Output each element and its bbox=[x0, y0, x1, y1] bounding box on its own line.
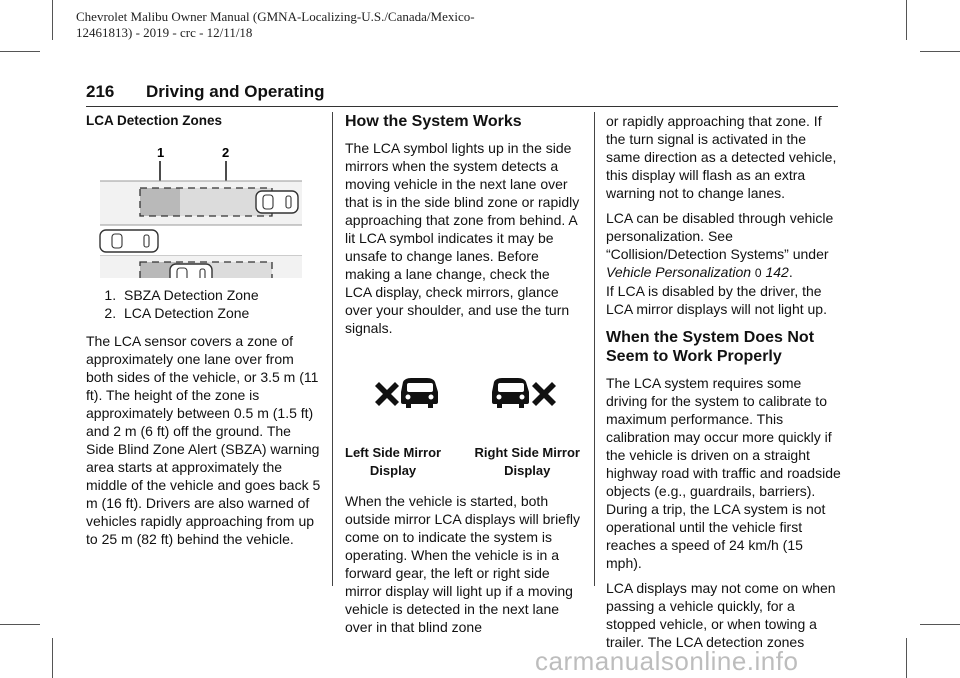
section-title: Driving and Operating bbox=[146, 82, 325, 101]
crop-mark bbox=[906, 638, 907, 678]
crop-mark bbox=[0, 624, 40, 625]
left-mirror-label bbox=[345, 444, 441, 480]
disable-paragraph bbox=[606, 209, 842, 282]
watermark: carmanualsonline.info bbox=[535, 646, 799, 676]
left-mirror-lca-icon bbox=[373, 374, 443, 424]
figure-legend bbox=[86, 286, 322, 322]
callout-2: 2 bbox=[222, 145, 230, 160]
vehicle-personalization-link[interactable]: Vehicle Personalization bbox=[606, 264, 752, 280]
page-ref-arrow-icon: 0 bbox=[754, 266, 762, 280]
not-working-heading: When the System Does Not Seem to Work Properly bbox=[606, 329, 815, 365]
car-icon bbox=[170, 264, 212, 278]
legend-item-lca: 2. LCA Detection Zone bbox=[120, 304, 322, 322]
crop-mark bbox=[920, 51, 960, 52]
limitations-paragraph: LCA displays may not come on when passing a vehicle quickly, for a stopped vehicle, or when towing a trailer. The LCA detection zones bbox=[606, 580, 836, 650]
page-ref-number[interactable]: 142 bbox=[765, 264, 789, 280]
calibration-paragraph: The LCA system requires some driving for the system to calibrate to maximum performance. This calibration may occur more quickly if the vehicle is driven on a straight highway road with traffic and roadside objects (e.g., guardrails, barriers). During a trip, the LCA system is not operational until the vehicle first reaches a speed of 24 km/h (15 mph). bbox=[606, 375, 841, 571]
left-mirror-label-line2: Display bbox=[369, 463, 417, 478]
crop-mark bbox=[906, 0, 907, 40]
right-mirror-label-line2: Display bbox=[504, 463, 551, 478]
how-system-works-paragraph: The LCA symbol lights up in the side mirrors when the system detects a moving vehicle in the next lane over that is in the side blind zone or rapidly approaching that zone from behind. A lit LCA symbol indicates it may be unsafe to change lanes. Before making a lane change, check the LCA display, check mirrors, glance over your shoulder, and use the turn signals. bbox=[345, 140, 580, 336]
crop-mark bbox=[0, 51, 40, 52]
column-3 bbox=[606, 112, 842, 658]
page-number: 216 bbox=[86, 82, 115, 101]
crop-mark bbox=[52, 638, 53, 678]
right-mirror-lca-icon bbox=[490, 374, 560, 424]
crop-mark bbox=[52, 0, 53, 40]
right-mirror-label-line1: Right Side Mirror bbox=[474, 445, 580, 460]
sbza-zone-top bbox=[140, 188, 180, 216]
document-header bbox=[76, 9, 596, 41]
disable-period: . bbox=[788, 264, 793, 280]
column-1 bbox=[86, 112, 322, 555]
how-system-works-heading: How the System Works bbox=[345, 113, 522, 130]
mirror-display-icons bbox=[345, 344, 580, 444]
lca-zones-paragraph: The LCA sensor covers a zone of approximately one lane over from both sides of the vehicle, or 3.5 m (11 ft). The height of the zone is approximately between 0.5 m (1.5 ft) and 2 m (6 ft) off the ground. The Side Blind Zone Alert (SBZA) warning area starts at approximately the middle of the vehicle and goes back 5 m (16 ft). Drivers are also warned of vehicles rapidly approaching from up to 25 m (82 ft) behind the vehicle. bbox=[86, 333, 321, 547]
left-mirror-label-line1: Left Side Mirror bbox=[345, 445, 442, 460]
lca-zones-figure bbox=[86, 138, 322, 278]
right-mirror-label bbox=[475, 444, 580, 480]
lca-zones-diagram bbox=[86, 138, 322, 278]
disabled-paragraph: If LCA is disabled by the driver, the LCA mirror displays will not light up. bbox=[606, 283, 827, 317]
page-header bbox=[86, 82, 838, 107]
column-2 bbox=[345, 112, 580, 643]
lca-zones-heading: LCA Detection Zones bbox=[86, 113, 223, 128]
host-car-icon bbox=[100, 230, 158, 252]
column-divider bbox=[332, 112, 333, 586]
crop-mark bbox=[920, 624, 960, 625]
disable-text: LCA can be disabled through vehicle personalization. See “Collision/Detection Systems” under bbox=[606, 210, 834, 262]
legend-item-sbza: 1. SBZA Detection Zone bbox=[120, 286, 322, 304]
startup-paragraph: When the vehicle is started, both outside mirror LCA displays will briefly come on to indicate the system is operating. When the vehicle is in a forward gear, the left or right side mirror display will light up if a moving vehicle is detected in the next lane over in that blind zone bbox=[345, 493, 580, 635]
document-header-line2: 12461813) - 2019 - crc - 12/11/18 bbox=[76, 25, 253, 40]
mirror-display-labels bbox=[345, 444, 580, 480]
callout-1: 1 bbox=[157, 145, 165, 160]
column-divider bbox=[594, 112, 595, 586]
document-header-line1: Chevrolet Malibu Owner Manual (GMNA-Localizing-U.S./Canada/Mexico- bbox=[76, 9, 475, 24]
car-icon bbox=[256, 191, 298, 213]
turn-signal-paragraph: or rapidly approaching that zone. If the turn signal is activated in the same direction as a detected vehicle, this display will flash as an extra warning not to change lanes. bbox=[606, 113, 837, 201]
